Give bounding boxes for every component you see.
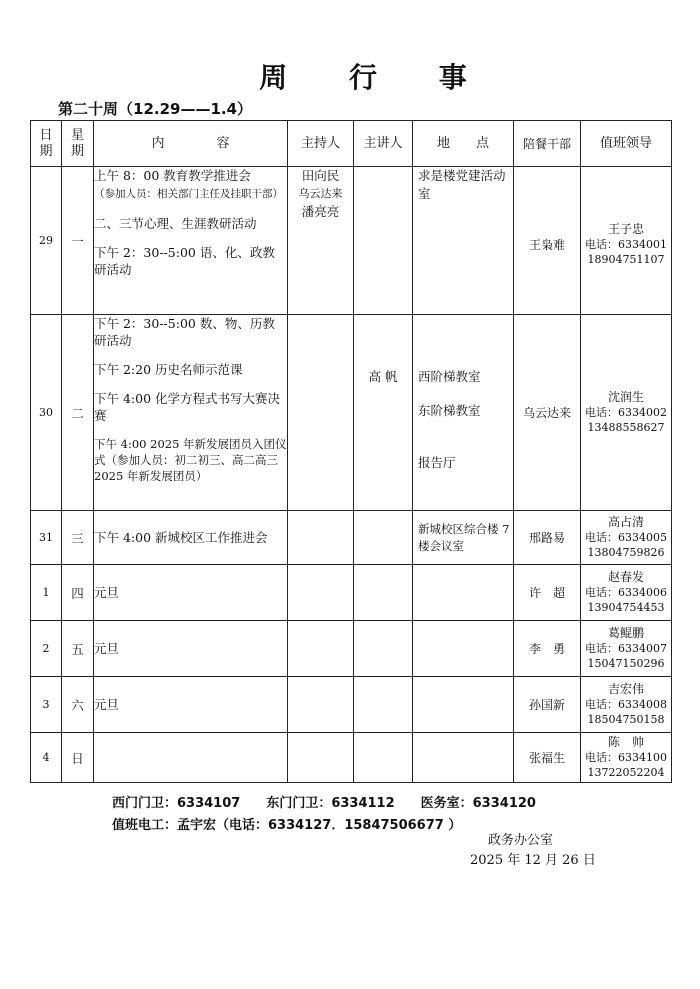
duty-leader-cell: [581, 565, 672, 621]
escort-cell: 王枭难: [514, 167, 581, 315]
content-entry: 下午 4:00 化学方程式书写大赛决赛: [94, 391, 281, 423]
duty-mobile: 13904754453: [587, 601, 665, 614]
contact-line-electrician: 值班电工：孟宇宏（电话：6334127．15847506677 ）: [112, 818, 462, 833]
duty-name: 吉宏伟: [607, 682, 644, 696]
duty-mobile: 18504750158: [587, 713, 665, 726]
duty-name: 葛鲲鹏: [607, 626, 644, 640]
escort-cell: 乌云达来: [514, 315, 581, 511]
host-name: 乌云达来: [298, 187, 343, 200]
escort-cell: 许 超: [514, 565, 581, 621]
location-cell: [413, 167, 514, 315]
date-cell: 4: [31, 733, 62, 783]
speaker-cell: [354, 565, 413, 621]
table-row: [31, 677, 672, 733]
header-row: [31, 121, 672, 167]
weekday-cell: 日: [62, 733, 94, 783]
date-cell: 29: [31, 167, 62, 315]
header-duty-leader: 值班领导: [581, 121, 672, 167]
table-row: [31, 167, 672, 315]
location-text: 报告厅: [418, 455, 456, 470]
duty-phone: 电话：6334001: [585, 238, 667, 251]
speaker-cell: [354, 621, 413, 677]
schedule-table: [30, 120, 672, 783]
duty-leader-cell: [581, 167, 672, 315]
duty-mobile: 13722052204: [587, 766, 665, 779]
content-cell: 元旦: [94, 621, 288, 677]
content-cell: [94, 511, 288, 565]
header-location: 地 点: [413, 121, 514, 167]
duty-phone: 电话：6334005: [585, 531, 667, 544]
escort-cell: 孙国新: [514, 677, 581, 733]
host-cell: [288, 733, 354, 783]
content-cell: 元旦: [94, 565, 288, 621]
duty-name: 高占清: [607, 515, 644, 529]
content-cell: [94, 733, 288, 783]
speaker-cell: [354, 677, 413, 733]
weekday-cell: 五: [62, 621, 94, 677]
duty-phone: 电话：6334006: [585, 586, 667, 599]
content-entry: 下午 4:00 新城校区工作推进会: [94, 530, 268, 545]
host-cell: [288, 511, 354, 565]
location-cell: [413, 565, 514, 621]
weekday-cell: 六: [62, 677, 94, 733]
duty-phone: 电话：6334007: [585, 642, 667, 655]
date-cell: 31: [31, 511, 62, 565]
duty-mobile: 15047150296: [587, 657, 665, 670]
escort-cell: 李 勇: [514, 621, 581, 677]
host-cell: [288, 621, 354, 677]
week-label: 第二十周（12.29——1.4）: [58, 100, 253, 118]
content-cell: [94, 167, 288, 315]
location-cell: [413, 315, 514, 511]
host-cell: [288, 315, 354, 511]
location-cell: [413, 621, 514, 677]
duty-phone: 电话：6334008: [585, 698, 667, 711]
location-text: 新城校区综合楼 7 楼会议室: [418, 521, 510, 553]
speaker-cell: [354, 511, 413, 565]
content-entry: 下午 2:20 历史名师示范课: [94, 362, 243, 377]
speaker-cell: [354, 733, 413, 783]
duty-leader-cell: [581, 621, 672, 677]
weekday-cell: 四: [62, 565, 94, 621]
header-date: 日期: [31, 121, 62, 167]
header-host: 主持人: [288, 121, 354, 167]
duty-mobile: 18904751107: [587, 253, 665, 266]
duty-name: 王子忠: [607, 222, 644, 236]
duty-name: 沈润生: [607, 390, 644, 404]
duty-leader-cell: [581, 733, 672, 783]
content-cell: 元旦: [94, 677, 288, 733]
escort-cell: 邢路易: [514, 511, 581, 565]
duty-name: 赵春发: [607, 570, 644, 584]
header-escort: 陪餐干部: [514, 121, 581, 167]
content-entry: 下午 2：30--5:00 数、物、历教研活动: [94, 316, 275, 348]
weekday-cell: 一: [62, 167, 94, 315]
host-cell: [288, 565, 354, 621]
table-row: [31, 621, 672, 677]
table-row: [31, 733, 672, 783]
weekday-cell: 三: [62, 511, 94, 565]
host-name: 田向民: [301, 168, 340, 183]
issuing-office: 政务办公室: [488, 833, 554, 848]
content-entry: 二、三节心理、生涯教研活动: [94, 216, 257, 231]
weekday-cell: 二: [62, 315, 94, 511]
duty-mobile: 13804759826: [587, 546, 665, 559]
duty-phone: 电话：6334002: [585, 406, 667, 419]
location-cell: [413, 733, 514, 783]
host-cell: [288, 677, 354, 733]
content-note: （参加人员：相关部门主任及挂职干部）: [94, 188, 283, 200]
header-content: 内 容: [94, 121, 288, 167]
location-text: 求是楼党建活动室: [418, 168, 506, 201]
speaker-cell: [354, 315, 413, 511]
content-entry: 下午 2：30--5:00 语、化、政教研活动: [94, 245, 275, 277]
duty-leader-cell: [581, 677, 672, 733]
location-cell: [413, 677, 514, 733]
duty-leader-cell: [581, 511, 672, 565]
location-cell: [413, 511, 514, 565]
speaker-cell: [354, 167, 413, 315]
table-row: [31, 511, 672, 565]
date-cell: 30: [31, 315, 62, 511]
location-text: 西阶梯教室: [418, 369, 481, 384]
header-weekday: 星期: [62, 121, 94, 167]
speaker-name: 高 帆: [368, 369, 398, 384]
escort-cell: 张福生: [514, 733, 581, 783]
duty-name: 陈 帅: [607, 735, 644, 749]
date-cell: 1: [31, 565, 62, 621]
duty-phone: 电话：6334100: [585, 751, 667, 764]
page-title: 周 行 事: [259, 61, 493, 94]
duty-leader-cell: [581, 315, 672, 511]
date-cell: 2: [31, 621, 62, 677]
host-name: 潘亮亮: [301, 204, 340, 219]
contact-line-gates: 西门门卫：6334107 东门门卫：6334112 医务室：6334120: [112, 796, 536, 811]
duty-mobile: 13488558627: [587, 421, 665, 434]
content-entry: 下午 4:00 2025 年新发展团员入团仪式（参加人员：初二初三、高二高三 2025 年新发展团员）: [94, 437, 287, 483]
date-cell: 3: [31, 677, 62, 733]
location-text: 东阶梯教室: [418, 403, 481, 418]
content-cell: [94, 315, 288, 511]
content-entry: 上午 8：00 教育教学推进会: [94, 168, 251, 183]
table-row: [31, 565, 672, 621]
table-row: [31, 315, 672, 511]
host-cell: [288, 167, 354, 315]
header-speaker: 主讲人: [354, 121, 413, 167]
issue-date: 2025 年 12 月 26 日: [470, 853, 596, 868]
